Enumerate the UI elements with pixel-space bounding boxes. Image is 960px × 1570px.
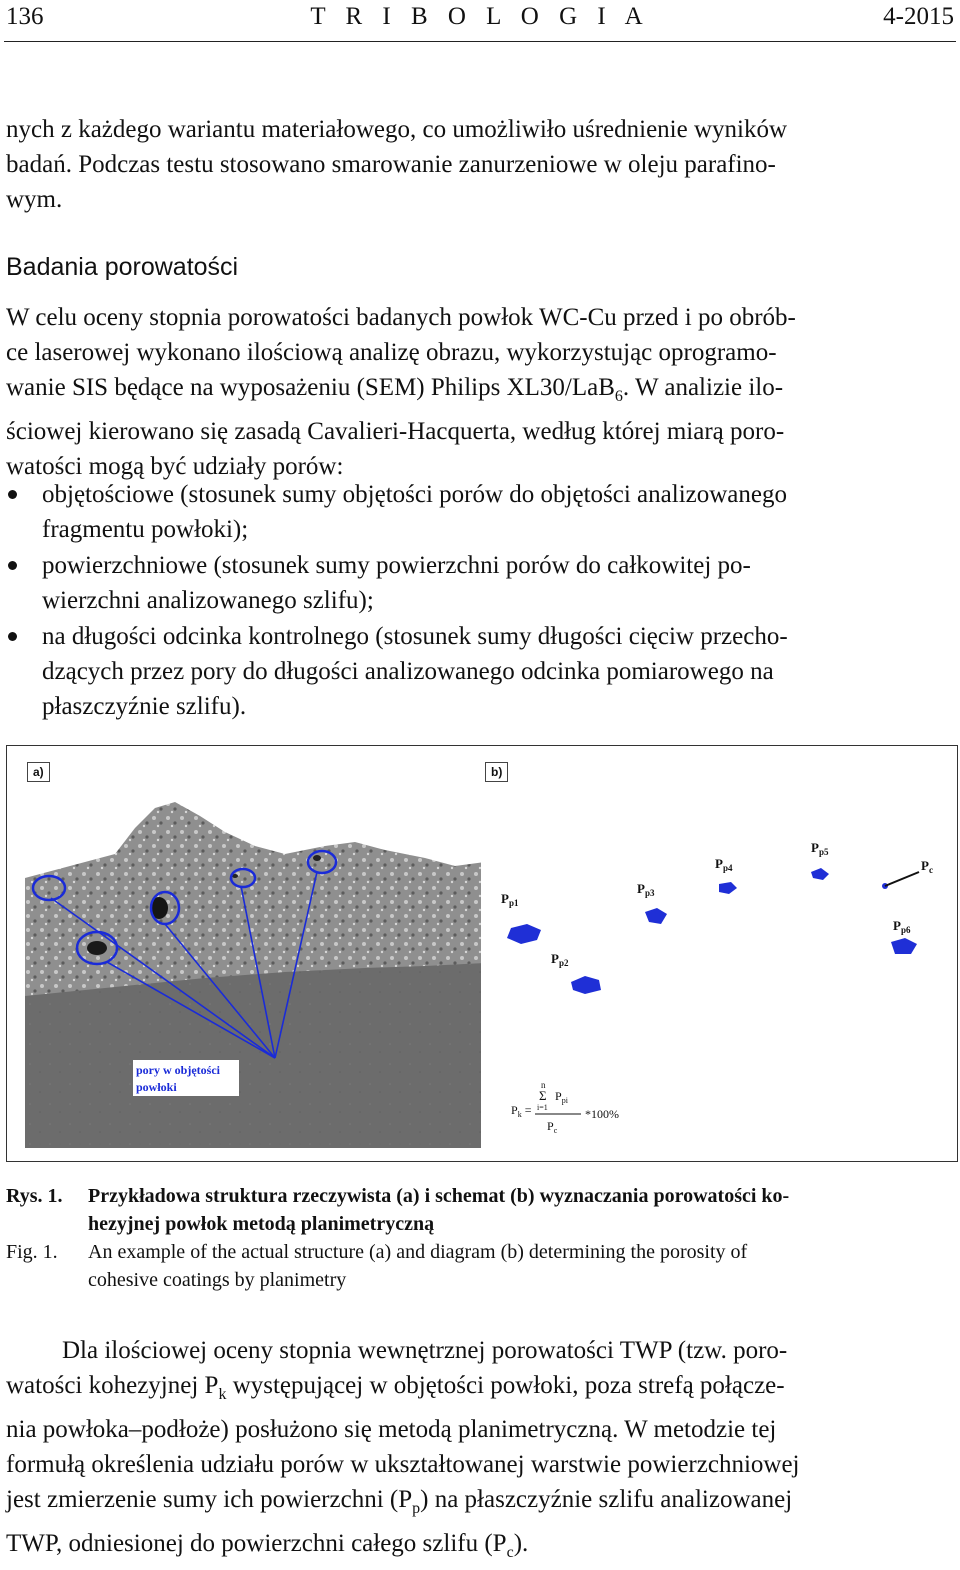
figure-frame [6, 745, 958, 1162]
bullet-list [6, 477, 956, 725]
text-line: formułą określenia udziału porów w ukształtowanej warstwie powierzchniowej [6, 1451, 800, 1478]
caption-line: An example of the actual structure (a) and diagram (b) determining the porosity of [88, 1241, 748, 1263]
caption-key: Fig. 1. [6, 1241, 58, 1263]
pore-dark [87, 941, 107, 955]
annotation-line: powłoki [136, 1080, 177, 1094]
text-line: nych z każdego wariantu materiałowego, co umożliwiło uśrednienie wyników [6, 116, 788, 143]
bullet-icon [8, 561, 17, 570]
text-line: objętościowe (stosunek sumy objętości porów do objętości analizowanego [42, 481, 787, 508]
text-fragment: ). [513, 1530, 529, 1557]
text-line [6, 370, 956, 414]
panel-b-label: b) [485, 762, 508, 782]
svg-text:i=1: i=1 [537, 1103, 548, 1112]
svg-text:*100%: *100% [585, 1107, 619, 1121]
text-fragment: TWP, odniesionej do powierzchni całego szlifu (P [6, 1530, 507, 1557]
text-line: ce laserowej wykonano ilościową analizę obrazu, wykorzystując oprogramo- [6, 339, 777, 366]
svg-text:Pp6: $P_{p6}$ [893, 918, 911, 935]
text-line [6, 1482, 956, 1526]
text-line [6, 1526, 956, 1570]
text-line [6, 1368, 956, 1412]
text-line: Dla ilościowej oceny stopnia wewnętrznej porowatości TWP (tzw. poro- [62, 1337, 788, 1364]
list-item [6, 619, 956, 724]
text-line: badań. Podczas testu stosowano smarowanie zanurzeniowe w oleju parafino- [6, 151, 776, 178]
annotation-line: pory w objętości [136, 1063, 220, 1077]
svg-text:Pp5: $P_{p5}$ [811, 840, 829, 857]
svg-text:Pp4: $P_{p4}$ [715, 856, 733, 873]
caption-text [88, 1182, 956, 1238]
caption-line: cohesive coatings by planimetry [88, 1269, 347, 1291]
svg-text:Pp1: $P_{p1}$ [501, 891, 519, 908]
text-fragment: watości kohezyjnej P [6, 1372, 219, 1399]
subscript: k [218, 1386, 227, 1403]
caption-polish [6, 1182, 956, 1238]
text-line: wym. [6, 186, 63, 213]
caption-line: hezyjnej powłok metodą planimetryczną [88, 1213, 435, 1235]
text-line: nia powłoka–podłoże) posłużono się metodą planimetryczną. W metodzie tej [6, 1416, 777, 1443]
text-fragment: ) na płaszczyźnie szlifu analizowanej [420, 1486, 793, 1513]
subscript: c [506, 1544, 514, 1561]
bullet-icon [8, 632, 17, 641]
svg-text:Pp2: $P_{p2}$ [551, 951, 569, 968]
schematic-panel [481, 758, 951, 1148]
journal-title: T R I B O L O G I A [310, 3, 650, 30]
list-item [6, 477, 956, 547]
text-line: watości mogą być udziały porów: [6, 453, 344, 480]
micrograph-panel [25, 758, 485, 1148]
panel-a-label: a) [27, 762, 50, 782]
issue-number: 4-2015 [883, 3, 954, 30]
paragraph-porosity [6, 300, 956, 484]
header-rule [4, 41, 956, 42]
svg-text:Pp3: $P_{p3}$ [637, 881, 655, 898]
caption-text [88, 1238, 956, 1294]
svg-text:Pc: $P_c$ [921, 858, 933, 875]
subscript: 6 [614, 388, 623, 405]
svg-text:Pc: $P_c$ [547, 1119, 558, 1135]
text-line: W celu oceny stopnia porowatości badanych powłok WC-Cu przed i po obrób- [6, 304, 796, 331]
text-fragment: jest zmierzenie sumy ich powierzchni (P [6, 1486, 413, 1513]
text-fragment: wanie SIS będące na wyposażeniu (SEM) Philips XL30/LaB [6, 374, 615, 401]
text-line: wierzchni analizowanego szlifu); [42, 587, 374, 614]
list-item [6, 548, 956, 618]
svg-text:Pk =: $P_k$ = [511, 1103, 532, 1119]
svg-text:Ppi: $P_{pi}$ [555, 1089, 568, 1105]
bullet-icon [8, 490, 17, 499]
caption-line: Przykładowa struktura rzeczywista (a) i schemat (b) wyznaczania porowatości ko- [88, 1185, 790, 1207]
caption-english [6, 1238, 956, 1294]
svg-text:n: n [541, 1080, 546, 1090]
text-line: dzących przez pory do długości analizowanego odcinka pomiarowego na [42, 658, 774, 685]
intro-paragraph [6, 112, 956, 217]
text-line: fragmentu powłoki); [42, 516, 249, 543]
page-number: 136 [6, 3, 44, 30]
svg-text:Σ: Σ [539, 1088, 547, 1103]
page-header [0, 0, 960, 40]
text-line: powierzchniowe (stosunek sumy powierzchni porów do całkowitej po- [42, 552, 751, 579]
text-line: na długości odcinka kontrolnego (stosunek sumy długości cięciw przecho- [42, 623, 788, 650]
paragraph-planimetry [6, 1333, 956, 1570]
subscript: p [412, 1500, 421, 1517]
text-line: płaszczyźnie szlifu). [42, 693, 247, 720]
text-line: ściowej kierowano się zasadą Cavalieri-Hacquerta, według której miarą poro- [6, 418, 785, 445]
text-fragment: . W analizie ilo- [622, 374, 784, 401]
text-fragment: występującej w objętości powłoki, poza strefą połącze- [226, 1372, 785, 1399]
section-title: Badania porowatości [6, 253, 239, 281]
caption-key: Rys. 1. [6, 1185, 63, 1207]
